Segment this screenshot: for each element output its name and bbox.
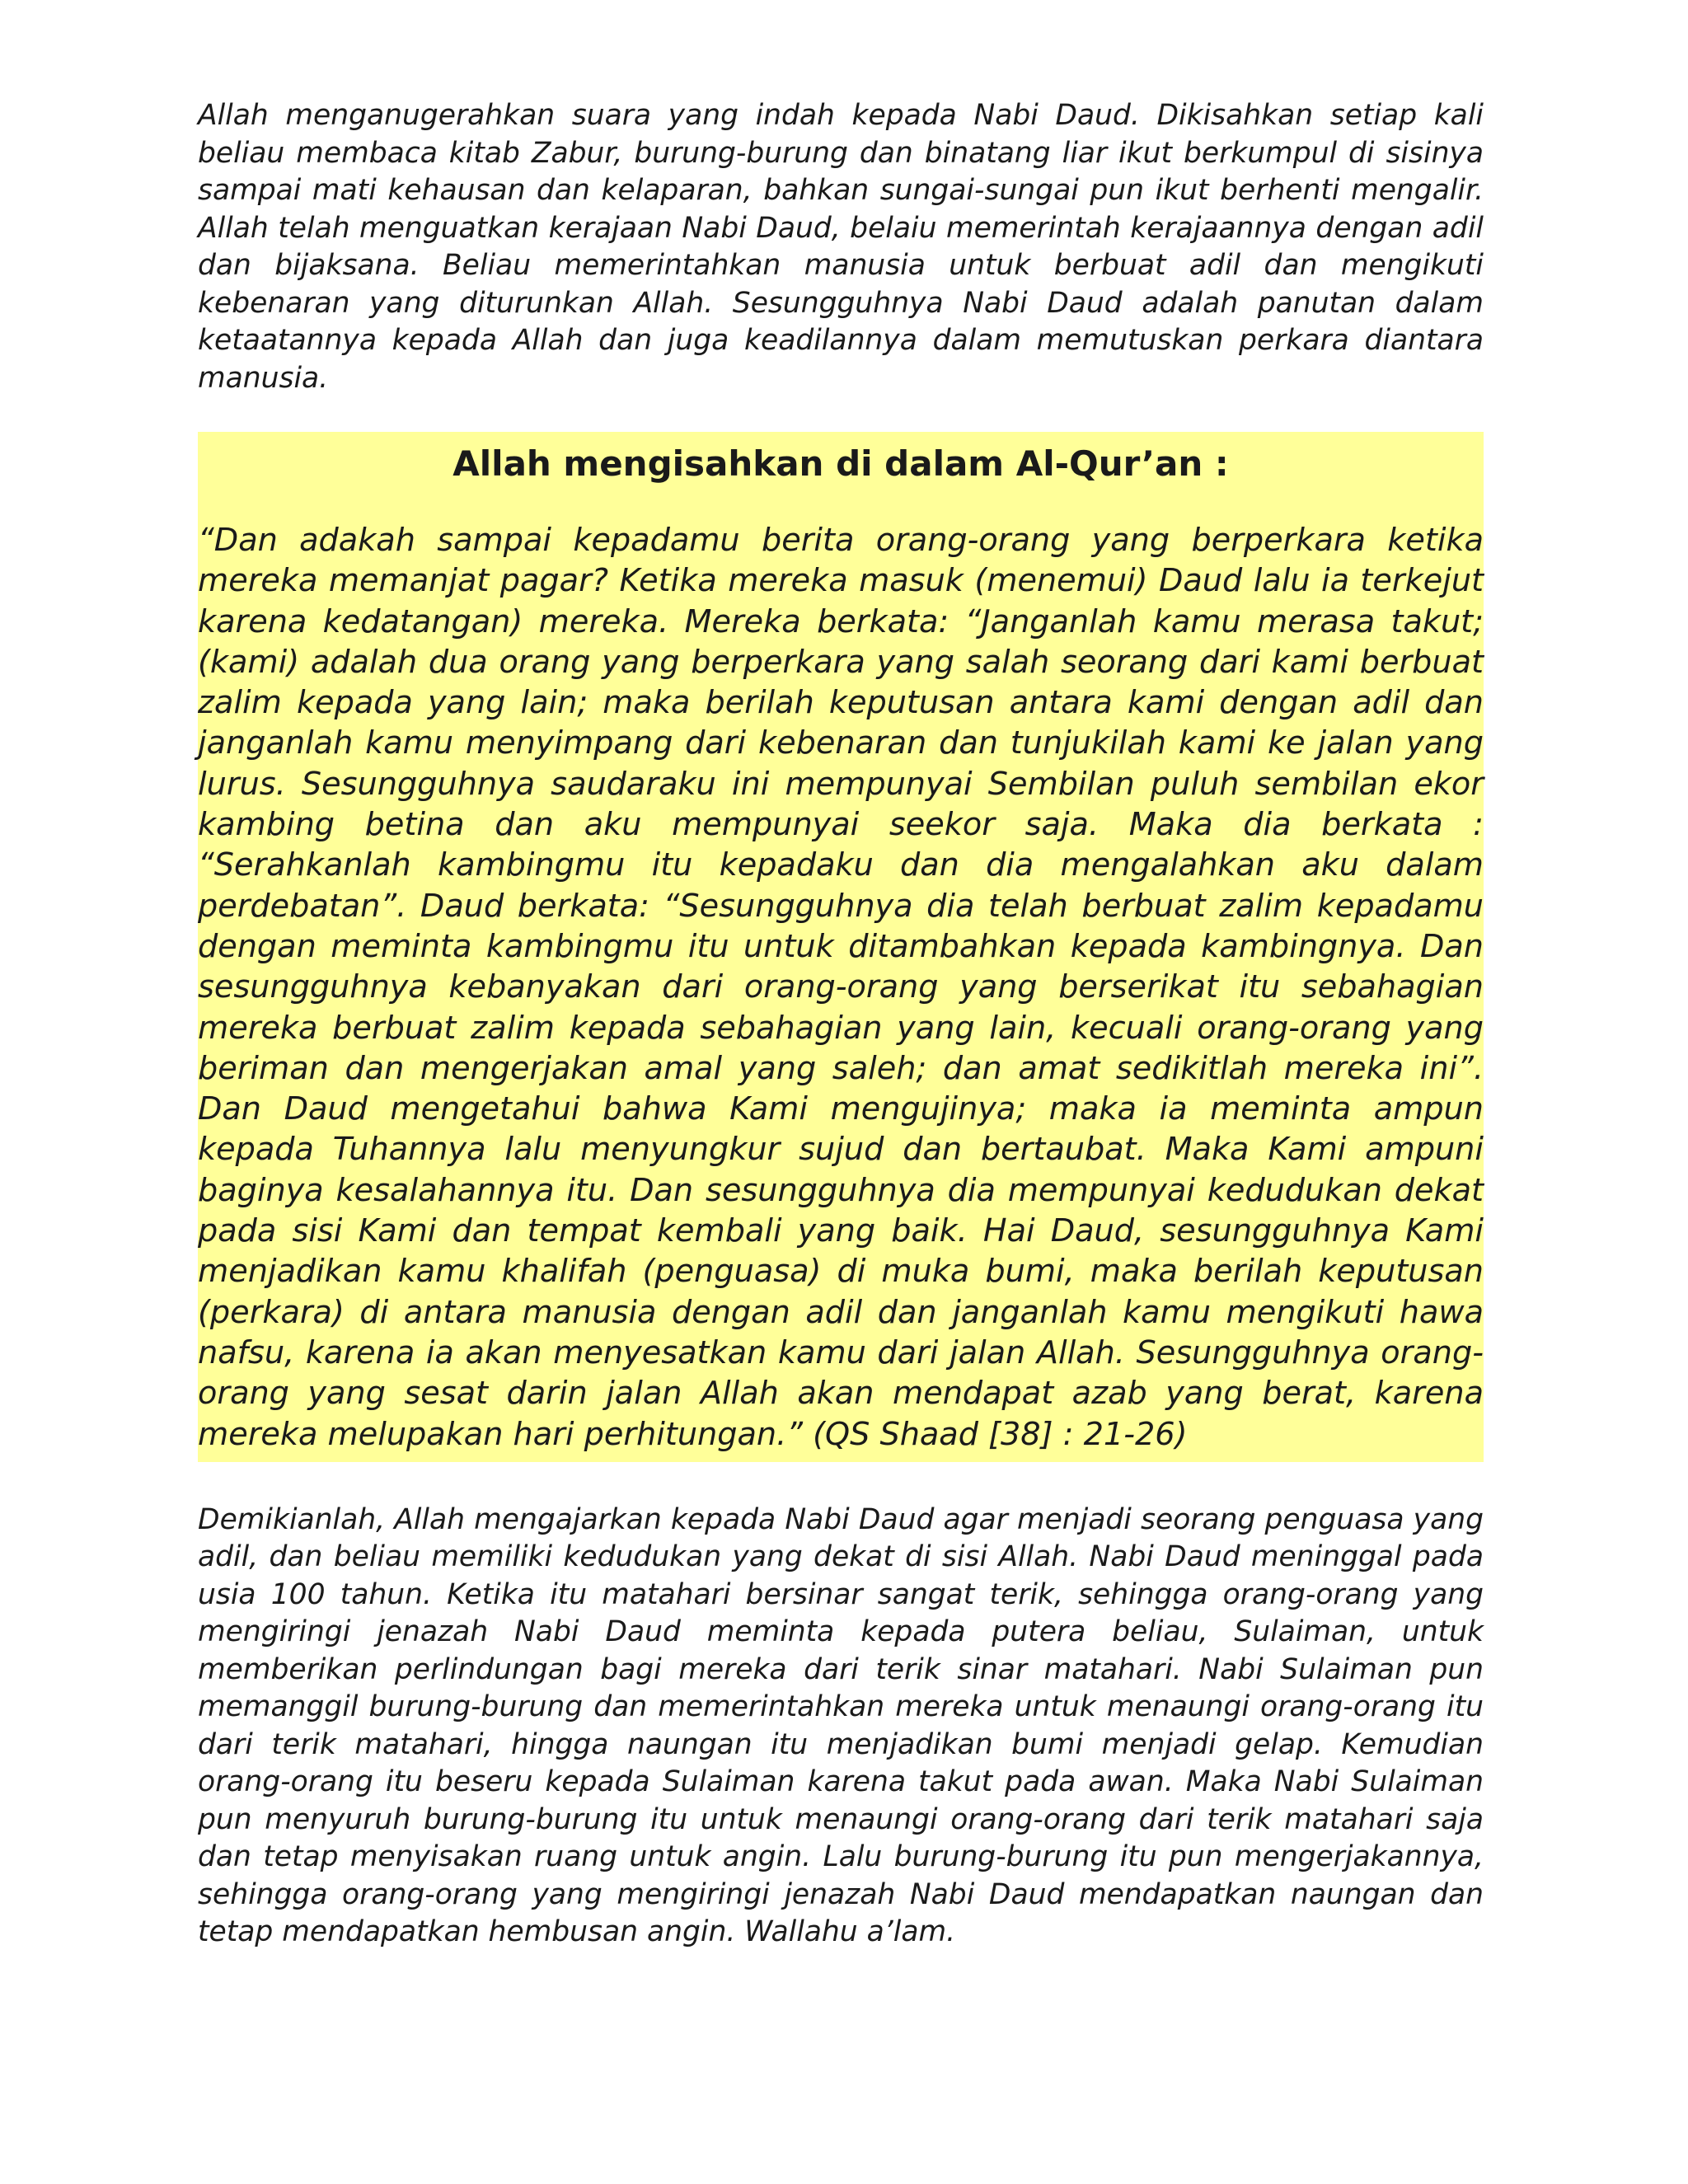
quran-quote-box — [198, 432, 1484, 1462]
quran-quote-text: “Dan adakah sampai kepadamu berita orang-orang yang berperkara ketika mereka memanjat pagar? Ketika mereka masuk (menemui) Daud lalu ia terkejut karena kedatangan) mereka. Mereka berkata: “Janganlah kamu merasa takut; (kami) adalah dua orang yang berperkara yang salah seorang dari kami berbuat zalim kepada yang lain; maka berilah keputusan antara kami dengan adil dan janganlah kamu menyimpang dari kebenaran dan tunjukilah kami ke jalan yang lurus. Sesungguhnya saudaraku ini mempunyai Sembilan puluh sembilan ekor kambing betina dan aku mempunyai seekor saja. Maka dia berkata : “Serahkanlah kambingmu itu kepadaku dan dia mengalahkan aku dalam perdebatan”. Daud berkata: “Sesungguhnya dia telah berbuat zalim kepadamu dengan meminta kambingmu itu untuk ditambahkan kepada kambingnya. Dan sesungguhnya kebanyakan dari orang-orang yang berserikat itu sebahagian mereka berbuat zalim kepada sebahagian yang lain, kecuali orang-orang yang beriman dan mengerjakan amal yang saleh; dan amat sedikitlah mereka ini”. Dan Daud mengetahui bahwa Kami mengujinya; maka ia meminta ampun kepada Tuhannya lalu menyungkur sujud dan bertaubat. Maka Kami ampuni baginya kesalahannya itu. Dan sesungguhnya dia mempunyai kedudukan dekat pada sisi Kami dan tempat kembali yang baik. Hai Daud, sesungguhnya Kami menjadikan kamu khalifah (penguasa) di muka bumi, maka berilah keputusan (perkara) di antara manusia dengan adil dan janganlah kamu mengikuti hawa nafsu, karena ia akan menyesatkan kamu dari jalan Allah. Sesungguhnya orang-orang yang sesat darin jalan Allah akan mendapat azab yang berat, karena mereka melupakan hari perhitungan.” (QS Shaad [38] : 21-26) — [198, 523, 1484, 1453]
quote-heading: Allah mengisahkan di dalam Al-Qur’an : — [452, 443, 1229, 484]
intro-paragraph: Allah menganugerahkan suara yang indah kepada Nabi Daud. Dikisahkan setiap kali beliau membaca kitab Zabur, burung-burung dan binatang liar ikut berkumpul di sisinya sampai mati kehausan dan kelaparan, bahkan sungai-sungai pun ikut berhenti mengalir. Allah telah menguatkan kerajaan Nabi Daud, belaiu memerintah kerajaannya dengan adil dan bijaksana. Beliau memerintahkan manusia untuk berbuat adil dan mengikuti kebenaran yang diturunkan Allah. Sesungguhnya Nabi Daud adalah panutan dalam ketaatannya kepada Allah dan juga keadilannya dalam memutuskan perkara diantara manusia. — [198, 99, 1484, 395]
document-page — [198, 97, 1484, 1952]
closing-paragraph: Demikianlah, Allah mengajarkan kepada Nabi Daud agar menjadi seorang penguasa yang adil, dan beliau memiliki kedudukan yang dekat di sisi Allah. Nabi Daud meninggal pada usia 100 tahun. Ketika itu matahari bersinar sangat terik, sehingga orang-orang yang mengiringi jenazah Nabi Daud meminta kepada putera beliau, Sulaiman, untuk memberikan perlindungan bagi mereka dari terik sinar matahari. Nabi Sulaiman pun memanggil burung-burung dan memerintahkan mereka untuk menaungi orang-orang itu dari terik matahari, hingga naungan itu menjadikan bumi menjadi gelap. Kemudian orang-orang itu beseru kepada Sulaiman karena takut pada awan. Maka Nabi Sulaiman pun menyuruh burung-burung itu untuk menaungi orang-orang dari terik matahari saja dan tetap menyisakan ruang untuk angin. Lalu burung-burung itu pun mengerjakannya, sehingga orang-orang yang mengiringi jenazah Nabi Daud mendapatkan naungan dan tetap mendapatkan hembusan angin. Wallahu a’lam. — [198, 1502, 1484, 1949]
